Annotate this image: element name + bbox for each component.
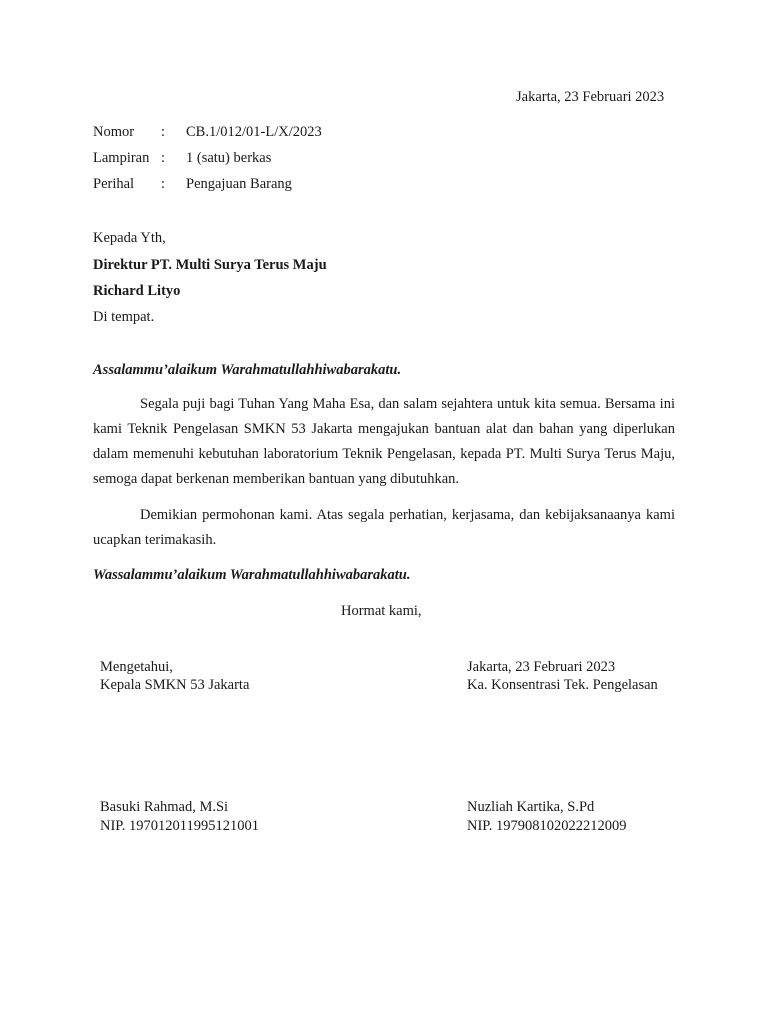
- sign-right-line2: Ka. Konsentrasi Tek. Pengelasan: [467, 677, 658, 693]
- meta-label-perihal: Perihal: [93, 176, 135, 192]
- sign-left-nip: NIP. 197012011995121001: [100, 818, 259, 834]
- regards-text: Hormat kami,: [341, 603, 422, 619]
- meta-value-nomor: CB.1/012/01-L/X/2023: [186, 124, 322, 140]
- recipient-name-line2: Richard Lityo: [93, 283, 181, 299]
- meta-value-lampiran: 1 (satu) berkas: [186, 150, 272, 166]
- sign-left-name: Basuki Rahmad, M.Si: [100, 799, 229, 815]
- body-paragraph-1: Segala puji bagi Tuhan Yang Maha Esa, dan salam sejahtera untuk kita semua. Bersama ini kami Teknik Pengelasan SMKN 53 Jakarta mengajukan bantuan alat dan bahan yang diperlukan dalam memenuhi kebutuhan laboratorium Teknik Pengelasan, kepada PT. Multi Surya Terus Maju, semoga dapat berkenan memberikan bantuan yang dibutuhkan.: [93, 396, 675, 487]
- sign-left-line2: Kepala SMKN 53 Jakarta: [100, 677, 250, 693]
- recipient-place: Di tempat.: [93, 309, 155, 325]
- meta-label-nomor: Nomor: [93, 124, 135, 140]
- sign-right-nip: NIP. 197908102022212009: [467, 818, 627, 834]
- sign-right-line1: Jakarta, 23 Februari 2023: [467, 659, 616, 675]
- closing-salutation: Wassalammu’alaikum Warahmatullahhiwabarakatu.: [93, 567, 411, 583]
- opening-salutation: Assalammu’alaikum Warahmatullahhiwabarakatu.: [93, 362, 402, 378]
- body-paragraph-2: Demikian permohonan kami. Atas segala perhatian, kerjasama, dan kebijaksanaanya kami ucapkan terimakasih.: [93, 507, 675, 548]
- meta-sep-perihal: :: [161, 176, 166, 192]
- date-line: Jakarta, 23 Februari 2023: [516, 89, 665, 105]
- sign-right-name: Nuzliah Kartika, S.Pd: [467, 799, 595, 815]
- meta-label-lampiran: Lampiran: [93, 150, 150, 166]
- recipient-name-line1: Direktur PT. Multi Surya Terus Maju: [93, 257, 327, 273]
- body-paragraph-2-block: [93, 503, 675, 553]
- body-paragraph-1-block: [93, 392, 675, 492]
- meta-value-perihal: Pengajuan Barang: [186, 176, 292, 192]
- recipient-greeting: Kepada Yth,: [93, 230, 166, 246]
- meta-sep-nomor: :: [161, 124, 166, 140]
- sign-left-line1: Mengetahui,: [100, 659, 173, 675]
- meta-sep-lampiran: :: [161, 150, 166, 166]
